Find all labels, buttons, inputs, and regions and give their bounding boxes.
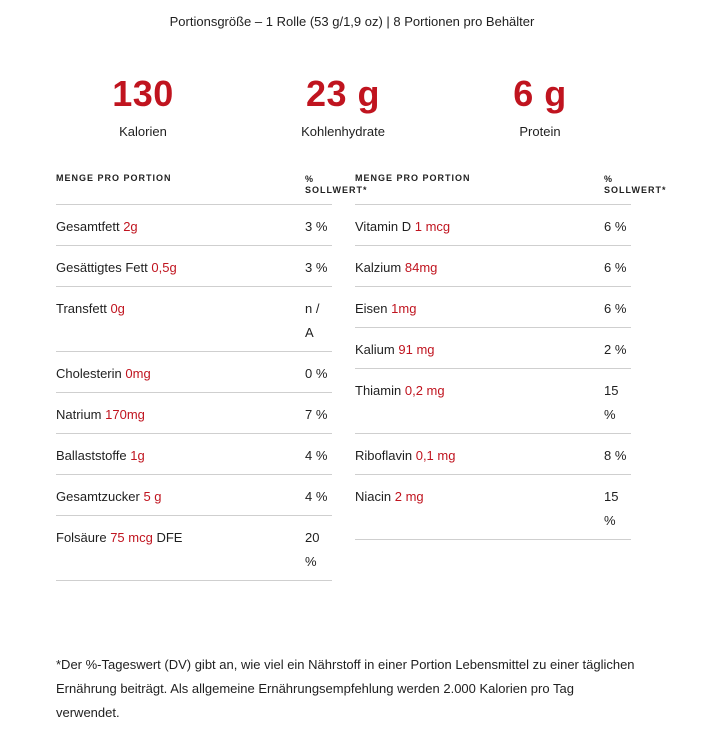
nutrient-row — [56, 475, 332, 516]
daily-value-header: % SOLLWERT* — [305, 174, 368, 195]
nutrient-amount: 0g — [110, 301, 125, 316]
nutrient-amount: 84mg — [404, 260, 438, 275]
nutrient-name: Eisen 1mg — [355, 301, 417, 316]
nutrient-amount: 0,5g — [151, 260, 177, 275]
nutrient-amount: 0,2 mg — [404, 383, 445, 398]
nutrient-amount: 5 g — [143, 489, 162, 504]
daily-value-percent: 3 % — [305, 219, 328, 234]
headline-label: Kohlenhydrate — [301, 124, 385, 139]
nutrient-table-left — [56, 170, 368, 581]
nutrient-name: Gesamtzucker 5 g — [56, 489, 162, 504]
nutrient-row — [355, 205, 631, 246]
nutrient-amount: 1mg — [391, 301, 417, 316]
amount-per-serving-header: MENGE PRO PORTION — [355, 173, 471, 183]
nutrient-amount: 0,1 mg — [415, 448, 456, 463]
daily-value-percent: 0 % — [305, 366, 328, 381]
nutrient-row — [56, 246, 332, 287]
table-header — [355, 170, 667, 205]
nutrient-row — [355, 475, 631, 540]
nutrient-amount: 1 mcg — [414, 219, 451, 234]
nutrient-name: Vitamin D 1 mcg — [355, 219, 451, 234]
nutrient-name: Ballaststoffe 1g — [56, 448, 145, 463]
daily-value-percent: 4 % — [305, 448, 328, 463]
nutrient-row — [56, 516, 332, 581]
nutrient-row — [355, 434, 631, 475]
daily-value-percent: 4 % — [305, 489, 328, 504]
headline-value: 6 g — [513, 73, 567, 114]
nutrient-row — [56, 205, 332, 246]
nutrient-amount: 1g — [130, 448, 145, 463]
headline-value: 130 — [112, 73, 174, 114]
headline-carbohydrates — [243, 74, 443, 139]
nutrient-name: Riboflavin 0,1 mg — [355, 448, 456, 463]
nutrient-row — [355, 328, 631, 369]
footnote: *Der %-Tageswert (DV) gibt an, wie viel ein Nährstoff in einer Portion Lebensmittel zu einer täglichen Ernährung beiträgt. Als allgemeine Ernährungsempfehlung werden 2.000 Kalorien pro Tag verwendet. — [56, 657, 635, 720]
nutrient-row — [355, 287, 631, 328]
nutrient-row — [56, 393, 332, 434]
headline-label: Kalorien — [119, 124, 167, 139]
nutrient-name: Gesamtfett 2g — [56, 219, 138, 234]
nutrient-amount: 2g — [123, 219, 138, 234]
daily-value-header: % SOLLWERT* — [604, 174, 667, 195]
daily-value-percent: 15 % — [604, 489, 619, 528]
nutrient-amount: 170mg — [105, 407, 145, 422]
serving-size-line: Portionsgröße – 1 Rolle (53 g/1,9 oz) | 8 Portionen pro Behälter — [169, 14, 535, 29]
nutrient-row — [355, 369, 631, 434]
daily-value-percent: 20 % — [305, 530, 320, 569]
daily-value-percent: 2 % — [604, 342, 627, 357]
nutrient-row — [56, 287, 332, 352]
headline-label: Protein — [519, 124, 561, 139]
nutrient-name: Kalium 91 mg — [355, 342, 435, 357]
headline-protein — [440, 74, 640, 139]
daily-value-percent: 6 % — [604, 219, 627, 234]
nutrient-row — [56, 434, 332, 475]
nutrient-row — [56, 352, 332, 393]
nutrient-amount: 2 mg — [394, 489, 424, 504]
nutrient-name: Thiamin 0,2 mg — [355, 383, 445, 398]
daily-value-percent: n / A — [305, 301, 320, 340]
amount-per-serving-header: MENGE PRO PORTION — [56, 173, 172, 183]
daily-value-percent: 7 % — [305, 407, 328, 422]
nutrient-name: Folsäure 75 mcg DFE — [56, 530, 183, 545]
nutrient-table-right — [355, 170, 667, 540]
table-header — [56, 170, 368, 205]
headline-value: 23 g — [305, 73, 381, 114]
nutrient-name: Kalzium 84mg — [355, 260, 438, 275]
daily-value-percent: 15 % — [604, 383, 619, 422]
nutrient-amount: 75 mcg — [110, 530, 153, 545]
nutrient-name: Transfett 0g — [56, 301, 125, 316]
daily-value-percent: 3 % — [305, 260, 328, 275]
nutrient-name: Gesättigtes Fett 0,5g — [56, 260, 177, 275]
daily-value-percent: 6 % — [604, 260, 627, 275]
nutrient-row — [355, 246, 631, 287]
nutrient-amount: 91 mg — [398, 342, 435, 357]
daily-value-percent: 6 % — [604, 301, 627, 316]
nutrient-name: Cholesterin 0mg — [56, 366, 151, 381]
headline-calories — [43, 74, 243, 139]
daily-value-percent: 8 % — [604, 448, 627, 463]
nutrient-amount: 0mg — [125, 366, 151, 381]
nutrient-name: Niacin 2 mg — [355, 489, 424, 504]
nutrient-name: Natrium 170mg — [56, 407, 145, 422]
